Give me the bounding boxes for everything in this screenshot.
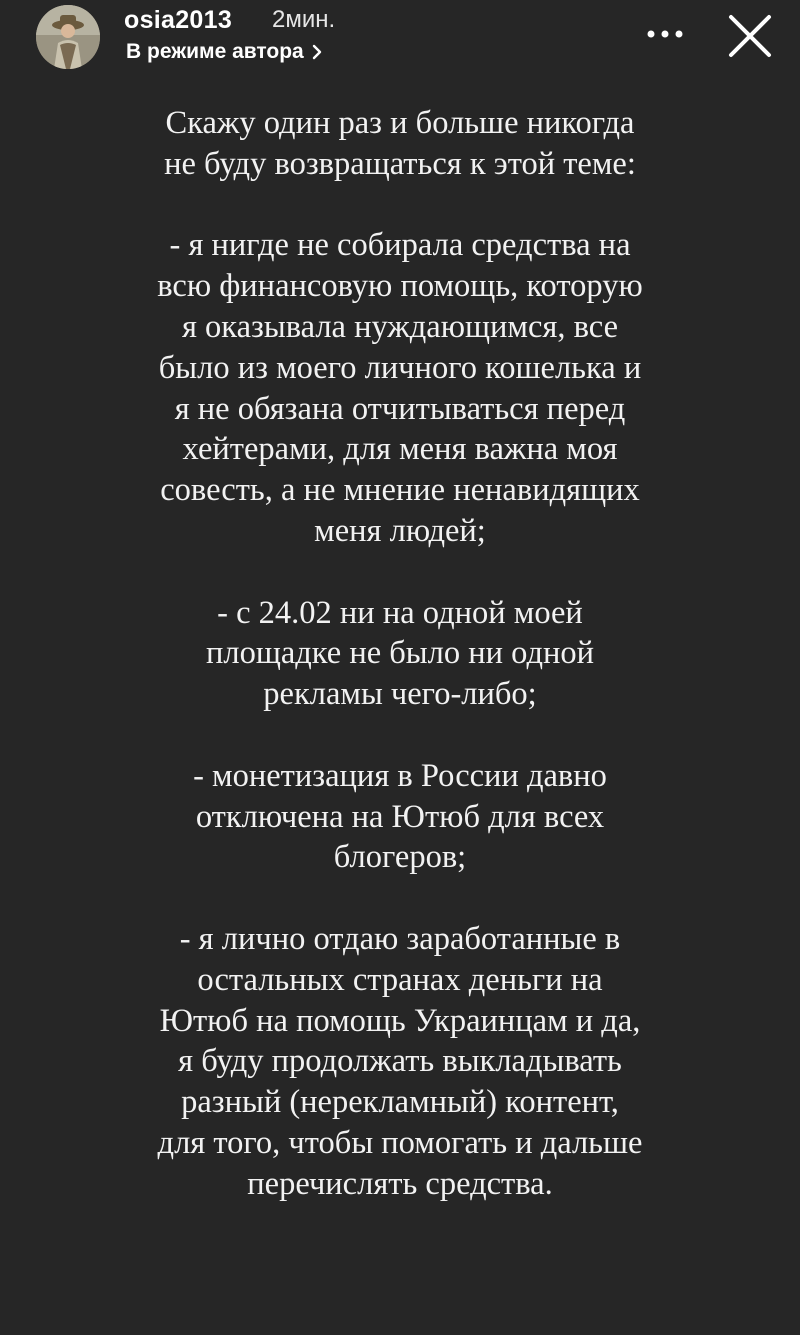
username[interactable]: osia2013 (124, 6, 233, 34)
close-button[interactable] (720, 6, 780, 66)
story-line: Ютюб на помощь Украинцам и да, (159, 1002, 641, 1039)
story-line: для того, чтобы помогать и дальше (157, 1124, 643, 1161)
story-text (40, 103, 760, 1205)
paragraph-gap (40, 185, 760, 226)
story-line: хейтерами, для меня важна моя (182, 431, 618, 468)
story-line: - с 24.02 ни на одной моей (217, 594, 583, 631)
story-line: разный (нерекламный) контент, (181, 1084, 619, 1121)
story-line: перечислять средства. (247, 1165, 553, 1202)
more-dots-icon (647, 30, 683, 38)
author-mode-label: В режиме автора (126, 40, 304, 63)
story-paragraph (40, 225, 760, 551)
story-line: всю финансовую помощь, которую (157, 268, 643, 305)
story-line: я оказывала нуждающимся, все (181, 308, 619, 345)
story-line: совесть, а не мнение ненавидящих (160, 472, 640, 509)
story-line: - я лично отдаю заработанные в (179, 920, 621, 957)
story-header (0, 0, 800, 80)
story-paragraph (40, 593, 760, 715)
story-line: было из моего личного кошелька и (158, 349, 642, 386)
more-options-button[interactable] (640, 22, 690, 46)
story-line: остальных странах деньги на (197, 961, 603, 998)
story-line: я не обязана отчитываться перед (174, 390, 626, 427)
paragraph-gap (40, 715, 760, 756)
author-mode-link[interactable] (126, 38, 322, 66)
story-line: рекламы чего-либо; (263, 676, 537, 713)
close-icon (728, 14, 772, 58)
story-line: я буду продолжать выкладывать (178, 1043, 622, 1080)
story-paragraph (40, 756, 760, 878)
story-line: - я нигде не собирала средства на (169, 227, 631, 264)
post-time: 2мин. (272, 6, 336, 33)
story-line: не буду возвращаться к этой теме: (164, 145, 636, 182)
paragraph-gap (40, 878, 760, 919)
story-line: - монетизация в России давно (193, 757, 607, 794)
story-line: Скажу один раз и больше никогда (165, 105, 635, 141)
story-line: меня людей; (314, 512, 486, 549)
story-line: отключена на Ютюб для всех (195, 798, 605, 835)
chevron-right-icon (312, 44, 322, 60)
story-line: площадке не было ни одной (205, 635, 595, 672)
profile-photo-icon (36, 5, 100, 69)
avatar[interactable] (36, 5, 100, 69)
story-paragraph (40, 919, 760, 1205)
story-line: блогеров; (333, 839, 467, 876)
story-paragraph (40, 103, 760, 185)
paragraph-gap (40, 552, 760, 593)
